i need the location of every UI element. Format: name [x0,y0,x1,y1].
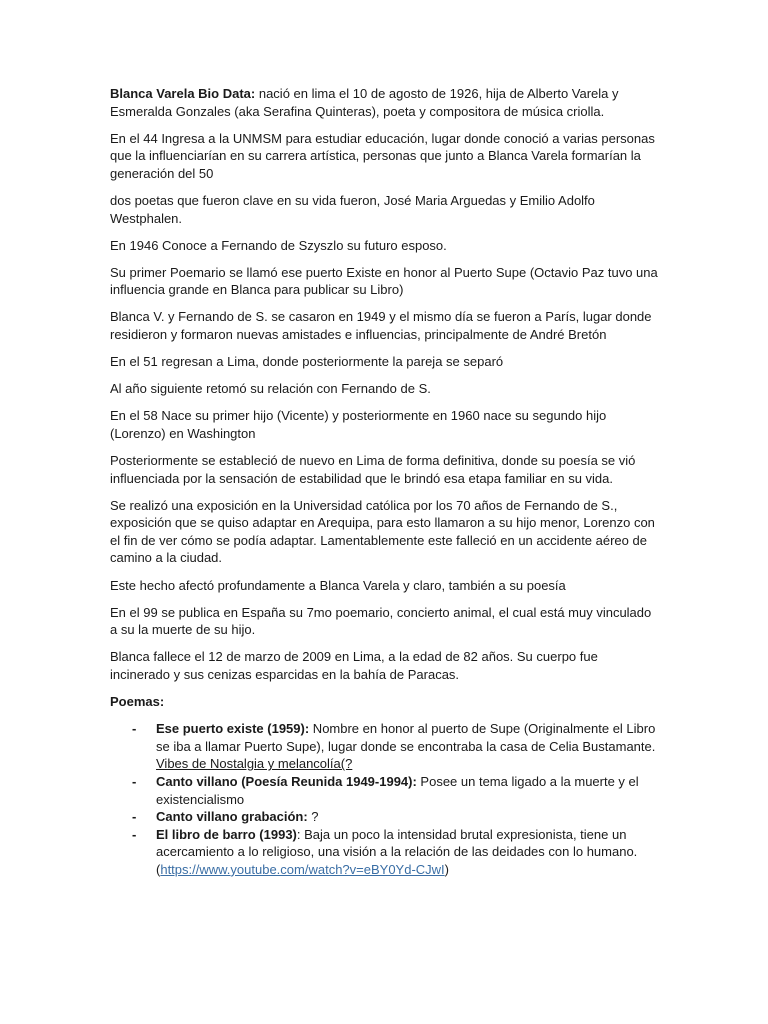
paragraph-poetas-clave: dos poetas que fueron clave en su vida fueron, José Maria Arguedas y Emilio Adolfo Westphalen. [110,192,595,226]
poem-title: Canto villano (Poesía Reunida 1949-1994): [156,773,417,789]
paragraph-primer-poemario: Su primer Poemario se llamó ese puerto Existe en honor al Puerto Supe (Octavio Paz tuvo una influencia grande en Blanca para publicar su Libro) [110,264,658,298]
list-item [110,773,658,808]
paragraph-1951: En el 51 regresan a Lima, donde posteriormente la pareja se separó [110,354,504,370]
poem-description-end: ) [444,861,450,877]
paragraph-lima-definitiva: Posteriormente se estableció de nuevo en Lima de forma definitiva, donde su poesía se vió influenciada por la sensación de estabilidad que le brindó esa etapa familiar en su vida. [110,453,636,486]
paragraph-1999: En el 99 se publica en España su 7mo poemario, concierto animal, el cual está muy vinculado a su la muerte de su hijo. [110,604,652,638]
intro-paragraph [110,85,658,120]
paragraph-hijos: En el 58 Nace su primer hijo (Vicente) y posteriormente en 1960 nace su segundo hijo (Lorenzo) en Washington [110,408,607,441]
list-item [110,808,658,826]
paragraph-unmsm: En el 44 Ingresa a la UNMSM para estudiar educación, lugar donde conoció a varias personas que la influenciarían en su carrera artística, personas que junto a Blanca Varela formarían la generación del 50 [110,130,655,181]
poems-heading: Poemas: [110,694,165,710]
list-item [110,826,658,879]
paragraph-1946: En 1946 Conoce a Fernando de Szyszlo su futuro esposo. [110,237,447,253]
document-body [110,85,658,878]
paragraph-fallece: Blanca fallece el 12 de marzo de 2009 en Lima, a la edad de 82 años. Su cuerpo fue incinerado y sus cenizas esparcidas en la bahía de Paracas. [110,649,598,682]
poem-note: Vibes de Nostalgia y melancolía(? [156,756,353,772]
poem-description: Posee un tema ligado a la muerte y el existencialismo [156,773,639,807]
youtube-link[interactable]: https://www.youtube.com/watch?v=eBY0Yd-CJwI [160,861,445,877]
paragraph-ano-siguiente: Al año siguiente retomó su relación con Fernando de S. [110,381,431,397]
paragraph-paris: Blanca V. y Fernando de S. se casaron en 1949 y el mismo día se fueron a París, lugar donde residieron y formaron nuevas amistades e influencias, principalmente de André Bretón [110,309,652,343]
paragraph-exposicion: Se realizó una exposición en la Universidad católica por los 70 años de Fernando de S., exposición que se quiso adaptar en Arequipa, para esto llamaron a su hijo menor, Lorenzo con el fin de ver cómo se podía adaptar. Lamentablemente este falleció en un accidente aéreo de camino a la ciudad. [110,497,655,566]
poem-description: : Baja un poco la intensidad brutal expresionista, tiene un acercamiento a lo religioso, una visión a la relación de las deidades con lo humano. ( [156,826,638,877]
poem-title: Canto villano grabación: [156,809,308,825]
bullet-dash: - [132,809,137,825]
list-item [110,720,658,773]
paragraph-afecto: Este hecho afectó profundamente a Blanca Varela y claro, también a su poesía [110,577,566,593]
intro-label: Blanca Varela Bio Data: [110,86,256,101]
intro-text: nació en lima el 10 de agosto de 1926, hija de Alberto Varela y Esmeralda Gonzales (aka Serafina Quinteras), poeta y compositora de música criolla. [110,86,619,119]
poem-description: Nombre en honor al puerto de Supe (Originalmente el Libro se iba a llamar Puerto Supe), lugar donde se encontraba la casa de Celia Bustamante. [156,721,656,754]
bullet-dash: - [132,773,137,789]
poems-list [110,720,658,878]
poem-title: Ese puerto existe (1959): [156,721,310,737]
poem-description: ? [307,809,319,825]
bullet-dash: - [132,826,137,842]
bullet-dash: - [132,721,137,737]
poem-title: El libro de barro (1993) [156,826,297,842]
